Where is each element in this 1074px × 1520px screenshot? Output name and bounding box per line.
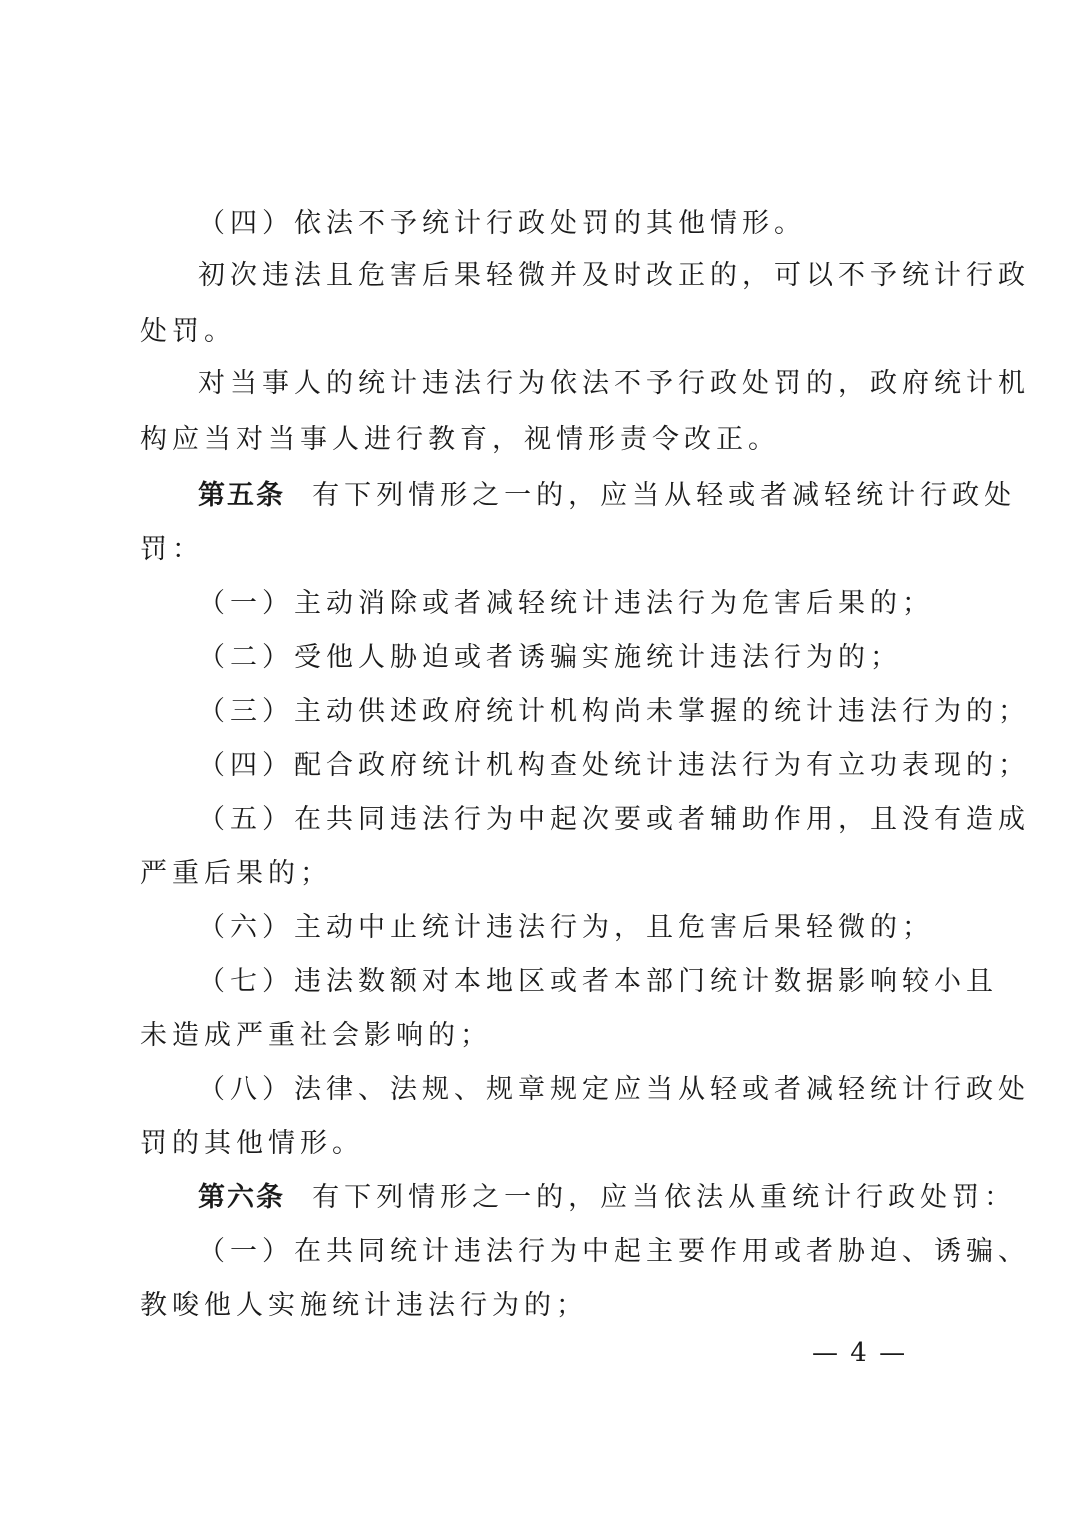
text-line: 构应当对当事人进行教育，视情形责令改正。 xyxy=(140,424,780,455)
article-five-paragraph xyxy=(198,480,1016,512)
text-line: 对当事人的统计违法行为依法不予行政处罚的，政府统计机 xyxy=(198,368,1030,399)
text-line: 有下列情形之一的，应当依法从重统计行政处罚： xyxy=(312,1182,1017,1213)
article-six-label: 第六条 xyxy=(198,1182,285,1213)
page-number: — 4 — xyxy=(812,1338,908,1368)
text-line: 教唆他人实施统计违法行为的； xyxy=(140,1290,588,1321)
text-line: 有下列情形之一的，应当从轻或者减轻统计行政处 xyxy=(312,480,1017,511)
text-line: 罚： xyxy=(140,534,204,565)
text-line: （二）受他人胁迫或者诱骗实施统计违法行为的； xyxy=(198,642,902,673)
text-line: （六）主动中止统计违法行为，且危害后果轻微的； xyxy=(198,912,934,943)
text-line: （四）配合政府统计机构查处统计违法行为有立功表现的； xyxy=(198,750,1030,781)
text-line: （八）法律、法规、规章规定应当从轻或者减轻统计行政处 xyxy=(198,1074,1030,1105)
text-line: （四）依法不予统计行政处罚的其他情形。 xyxy=(198,208,806,239)
text-line: （五）在共同违法行为中起次要或者辅助作用，且没有造成 xyxy=(198,804,1030,835)
text-line: 罚的其他情形。 xyxy=(140,1128,364,1159)
text-line: （七）违法数额对本地区或者本部门统计数据影响较小且 xyxy=(198,966,998,997)
text-line: 未造成严重社会影响的； xyxy=(140,1020,492,1051)
text-line: （一）主动消除或者减轻统计违法行为危害后果的； xyxy=(198,588,934,619)
text-line: 处罚。 xyxy=(140,316,236,347)
text-line: 初次违法且危害后果轻微并及时改正的，可以不予统计行政 xyxy=(198,260,1030,291)
article-five-label: 第五条 xyxy=(198,480,285,511)
text-line: 严重后果的； xyxy=(140,858,332,889)
article-six-paragraph xyxy=(198,1182,1016,1214)
text-line: （一）在共同统计违法行为中起主要作用或者胁迫、诱骗、 xyxy=(198,1236,1030,1267)
text-line: （三）主动供述政府统计机构尚未掌握的统计违法行为的； xyxy=(198,696,1030,727)
